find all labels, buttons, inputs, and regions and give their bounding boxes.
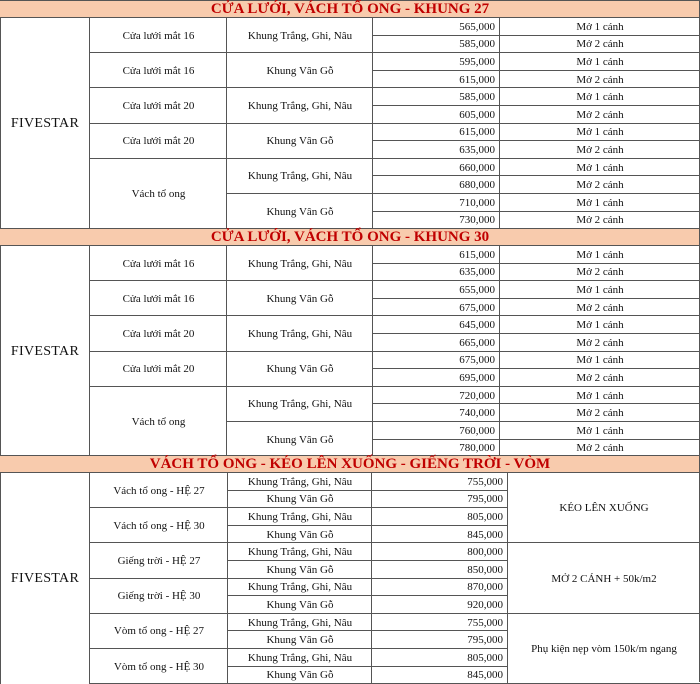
opening-type: Mở 1 cánh (576, 161, 624, 174)
price-value: 595,000 (459, 55, 495, 68)
price-value: 740,000 (459, 407, 495, 420)
product-name: Cửa lưới mắt 16 (122, 292, 195, 305)
column-divider (0, 246, 1, 457)
opening-type: Mở 2 cánh (576, 442, 624, 455)
frame-type: Khung Vân Gỗ (266, 64, 334, 77)
price-value: 605,000 (459, 108, 495, 121)
frame-type: Khung Trắng, Ghi, Nâu (247, 29, 353, 42)
brand-name: FIVESTAR (10, 115, 80, 131)
opening-type: Mở 1 cánh (576, 91, 624, 104)
price-value: 755,000 (467, 616, 503, 629)
product-name: Cửa lưới mắt 16 (122, 64, 195, 77)
price-value: 635,000 (459, 266, 495, 279)
opening-type: Mở 2 cánh (576, 301, 624, 314)
opening-type: Mở 1 cánh (576, 389, 624, 402)
price-value: 755,000 (467, 475, 503, 488)
price-value: 795,000 (467, 493, 503, 506)
price-value: 695,000 (459, 371, 495, 384)
frame-type: Khung Trắng, Ghi, Nâu (247, 510, 353, 523)
product-name: Cửa lưới mắt 20 (122, 135, 195, 148)
frame-type: Khung Trắng, Ghi, Nâu (247, 475, 353, 488)
opening-type: Mở 2 cánh (576, 266, 624, 279)
product-name: Cửa lưới mắt 16 (122, 29, 195, 42)
column-divider (507, 473, 508, 684)
price-value: 920,000 (467, 598, 503, 611)
product-name: Vòm tổ ong - HỆ 30 (113, 660, 205, 673)
price-value: 710,000 (459, 196, 495, 209)
product-name: Vách tổ ong - HỆ 30 (113, 519, 205, 532)
frame-type: Khung Vân Gỗ (266, 634, 334, 647)
group-note: Phụ kiện nẹp vòm 150k/m ngang (531, 642, 677, 655)
frame-type: Khung Trắng, Ghi, Nâu (247, 170, 353, 183)
column-divider (226, 246, 227, 457)
group-note: MỞ 2 CÁNH + 50k/m2 (551, 572, 657, 585)
price-value: 660,000 (459, 161, 495, 174)
section-title: VÁCH TỔ ONG - KÉO LÊN XUỐNG - GIẾNG TRỜI - VÒM (0, 455, 700, 473)
product-name: Giếng trời - HỆ 30 (117, 590, 201, 603)
brand-name: FIVESTAR (10, 343, 80, 359)
column-divider (0, 473, 1, 684)
column-divider (89, 246, 90, 457)
opening-type: Mở 1 cánh (576, 55, 624, 68)
frame-type: Khung Vân Gỗ (266, 528, 334, 541)
column-divider (499, 18, 500, 229)
price-value: 795,000 (467, 634, 503, 647)
group-note: KÉO LÊN XUỐNG (559, 502, 649, 515)
product-name: Cửa lưới mắt 20 (122, 363, 195, 376)
frame-type: Khung Vân Gỗ (266, 292, 334, 305)
column-divider (89, 18, 90, 229)
price-value: 845,000 (467, 528, 503, 541)
frame-type: Khung Vân Gỗ (266, 598, 334, 611)
price-value: 615,000 (459, 126, 495, 139)
price-value: 565,000 (459, 20, 495, 33)
price-value: 845,000 (467, 669, 503, 682)
column-divider (0, 18, 1, 229)
price-value: 720,000 (459, 389, 495, 402)
frame-type: Khung Vân Gỗ (266, 433, 334, 446)
opening-type: Mở 2 cánh (576, 371, 624, 384)
price-value: 800,000 (467, 546, 503, 559)
product-name: Cửa lưới mắt 20 (122, 99, 195, 112)
frame-type: Khung Vân Gỗ (266, 563, 334, 576)
frame-type: Khung Trắng, Ghi, Nâu (247, 99, 353, 112)
frame-type: Khung Trắng, Ghi, Nâu (247, 616, 353, 629)
frame-type: Khung Trắng, Ghi, Nâu (247, 257, 353, 270)
opening-type: Mở 1 cánh (576, 126, 624, 139)
product-name: Vách tổ ong - HỆ 27 (113, 484, 205, 497)
opening-type: Mở 2 cánh (576, 179, 624, 192)
price-value: 780,000 (459, 442, 495, 455)
product-name: Vách tổ ong (131, 415, 186, 428)
price-value: 645,000 (459, 319, 495, 332)
price-value: 615,000 (459, 248, 495, 261)
opening-type: Mở 2 cánh (576, 73, 624, 86)
price-value: 680,000 (459, 179, 495, 192)
product-name: Giếng trời - HỆ 27 (117, 554, 201, 567)
opening-type: Mở 1 cánh (576, 424, 624, 437)
column-divider (227, 473, 228, 684)
product-name: Cửa lưới mắt 16 (122, 257, 195, 270)
price-value: 585,000 (459, 38, 495, 51)
column-divider (89, 473, 90, 684)
price-value: 805,000 (467, 651, 503, 664)
frame-type: Khung Trắng, Ghi, Nâu (247, 651, 353, 664)
price-value: 850,000 (467, 563, 503, 576)
opening-type: Mở 2 cánh (576, 38, 624, 51)
opening-type: Mở 1 cánh (576, 354, 624, 367)
section-title: CỬA LƯỚI, VÁCH TỔ ONG - KHUNG 27 (0, 0, 700, 18)
price-value: 635,000 (459, 143, 495, 156)
frame-type: Khung Vân Gỗ (266, 669, 334, 682)
opening-type: Mở 2 cánh (576, 407, 624, 420)
column-divider (372, 246, 373, 457)
column-divider (499, 246, 500, 457)
opening-type: Mở 1 cánh (576, 283, 624, 296)
price-value: 615,000 (459, 73, 495, 86)
frame-type: Khung Trắng, Ghi, Nâu (247, 327, 353, 340)
price-value: 655,000 (459, 283, 495, 296)
frame-type: Khung Vân Gỗ (266, 135, 334, 148)
opening-type: Mở 2 cánh (576, 108, 624, 121)
section-title: CỬA LƯỚI, VÁCH TỔ ONG - KHUNG 30 (0, 228, 700, 246)
price-value: 870,000 (467, 581, 503, 594)
frame-type: Khung Vân Gỗ (266, 493, 334, 506)
frame-type: Khung Trắng, Ghi, Nâu (247, 581, 353, 594)
product-name: Vòm tổ ong - HỆ 27 (113, 625, 205, 638)
price-value: 585,000 (459, 91, 495, 104)
column-divider (226, 18, 227, 229)
price-value: 675,000 (459, 354, 495, 367)
price-value: 760,000 (459, 424, 495, 437)
opening-type: Mở 2 cánh (576, 143, 624, 156)
frame-type: Khung Trắng, Ghi, Nâu (247, 398, 353, 411)
brand-name: FIVESTAR (10, 570, 80, 586)
column-divider (371, 473, 372, 684)
price-value: 805,000 (467, 510, 503, 523)
opening-type: Mở 1 cánh (576, 196, 624, 209)
product-name: Cửa lưới mắt 20 (122, 327, 195, 340)
price-value: 730,000 (459, 214, 495, 227)
column-divider (372, 18, 373, 229)
opening-type: Mở 1 cánh (576, 248, 624, 261)
price-value: 665,000 (459, 336, 495, 349)
product-name: Vách tổ ong (131, 187, 186, 200)
price-value: 675,000 (459, 301, 495, 314)
opening-type: Mở 1 cánh (576, 20, 624, 33)
frame-type: Khung Vân Gỗ (266, 363, 334, 376)
opening-type: Mở 2 cánh (576, 336, 624, 349)
opening-type: Mở 1 cánh (576, 319, 624, 332)
frame-type: Khung Vân Gỗ (266, 205, 334, 218)
opening-type: Mở 2 cánh (576, 214, 624, 227)
frame-type: Khung Trắng, Ghi, Nâu (247, 546, 353, 559)
